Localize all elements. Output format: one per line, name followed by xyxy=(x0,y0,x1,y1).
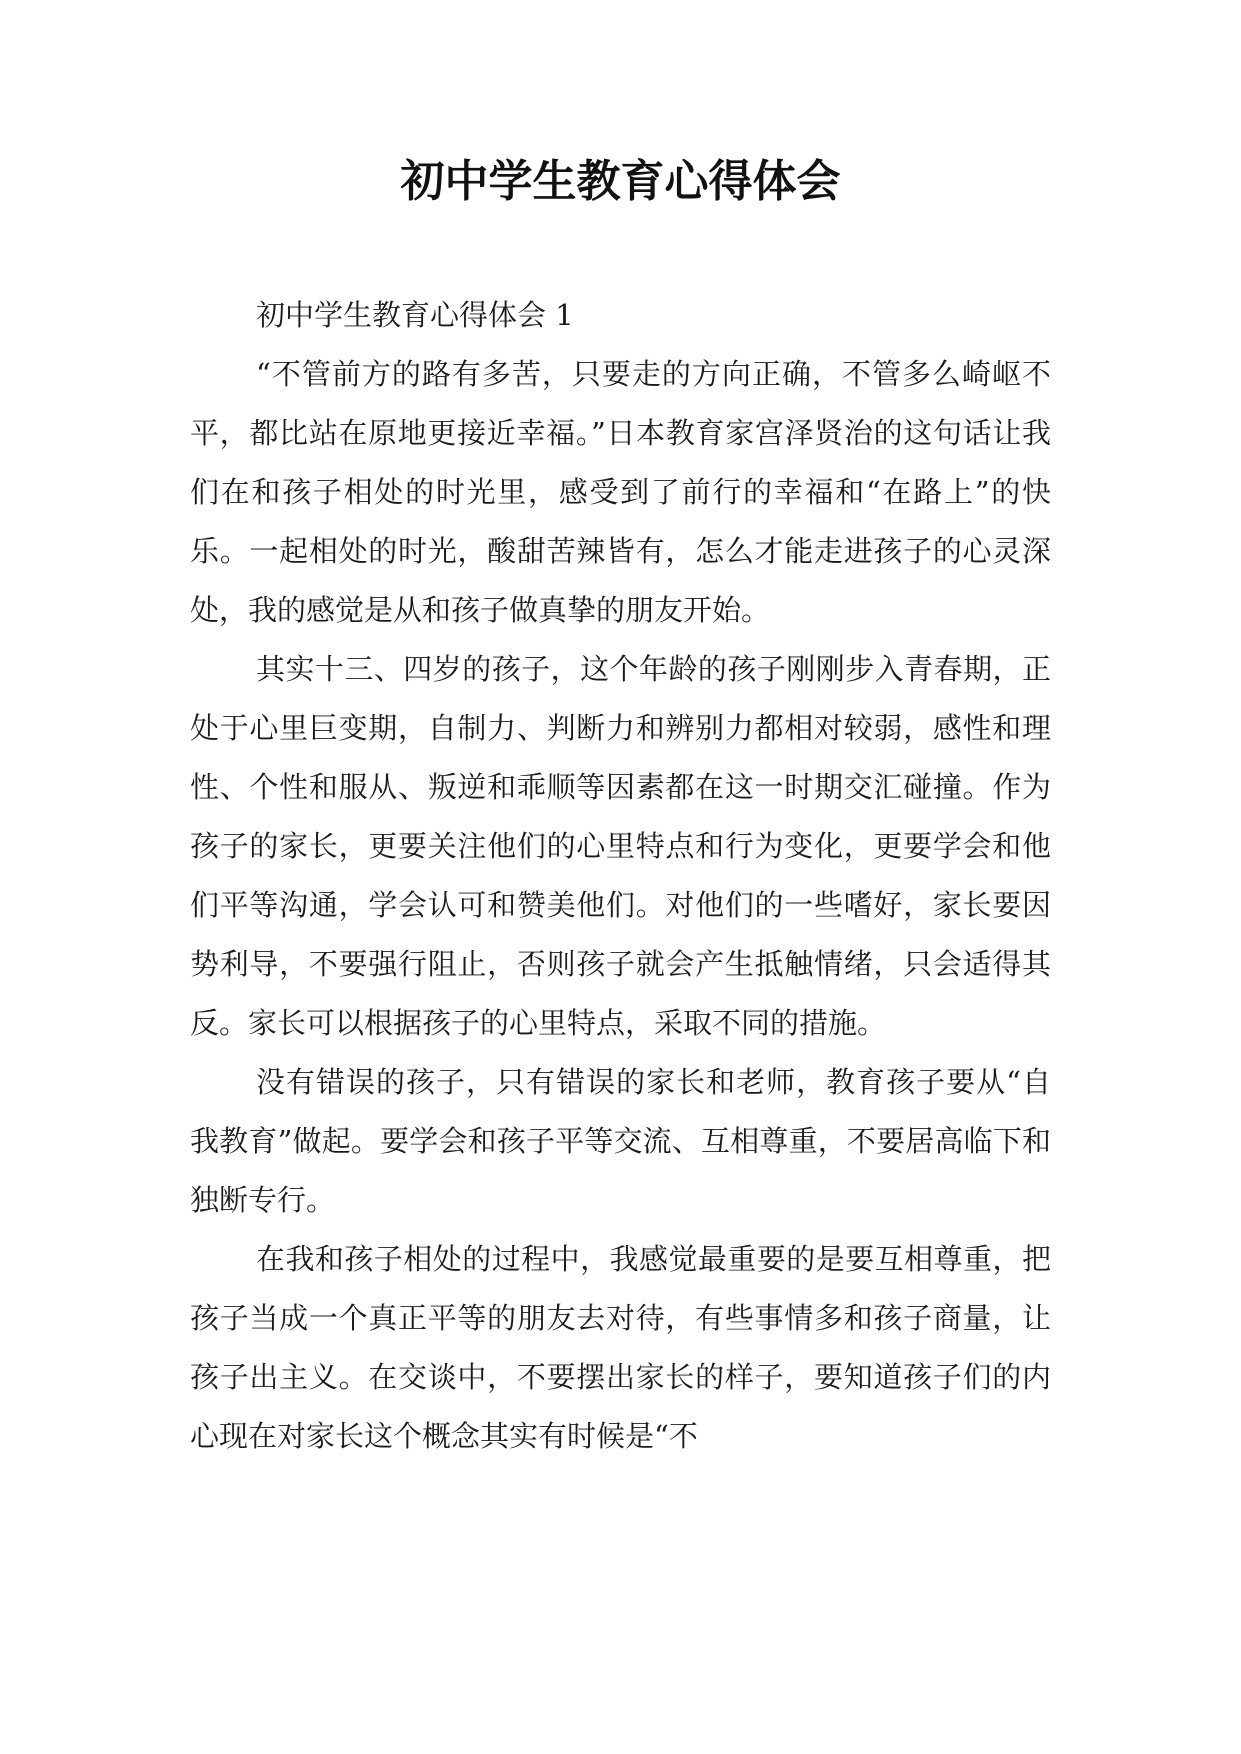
body-paragraph: 没有错误的孩子，只有错误的家长和老师，教育孩子要从“自我教育”做起。要学会和孩子平等交流、互相尊重，不要居高临下和独断专行。 xyxy=(190,1065,1051,1217)
document-title: 初中学生教育心得体会 xyxy=(400,156,841,207)
document-body xyxy=(190,286,1051,1466)
body-paragraph: 其实十三、四岁的孩子，这个年龄的孩子刚刚步入青春期，正处于心里巨变期，自制力、判断力和辨别力都相对较弱，感性和理性、个性和服从、叛逆和乖顺等因素都在这一时期交汇碰撞。作为孩子的家长，更要关注他们的心里特点和行为变化，更要学会和他们平等沟通，学会认可和赞美他们。对他们的一些嗜好，家长要因势利导，不要强行阻止，否则孩子就会产生抵触情绪，只会适得其反。家长可以根据孩子的心里特点，采取不同的措施。 xyxy=(190,652,1051,1040)
body-paragraph: “不管前方的路有多苦，只要走的方向正确，不管多么崎岖不平，都比站在原地更接近幸福。”日本教育家宫泽贤治的这句话让我们在和孩子相处的时光里，感受到了前行的幸福和“在路上”的快乐。一起相处的时光，酸甜苦辣皆有，怎么才能走进孩子的心灵深处，我的感觉是从和孩子做真挚的朋友开始。 xyxy=(190,357,1051,627)
section-heading: 初中学生教育心得体会 1 xyxy=(256,298,574,332)
body-paragraph: 在我和孩子相处的过程中，我感觉最重要的是要互相尊重，把孩子当成一个真正平等的朋友去对待，有些事情多和孩子商量，让孩子出主义。在交谈中，不要摆出家长的样子，要知道孩子们的内心现在对家长这个概念其实有时候是“不 xyxy=(190,1242,1051,1453)
